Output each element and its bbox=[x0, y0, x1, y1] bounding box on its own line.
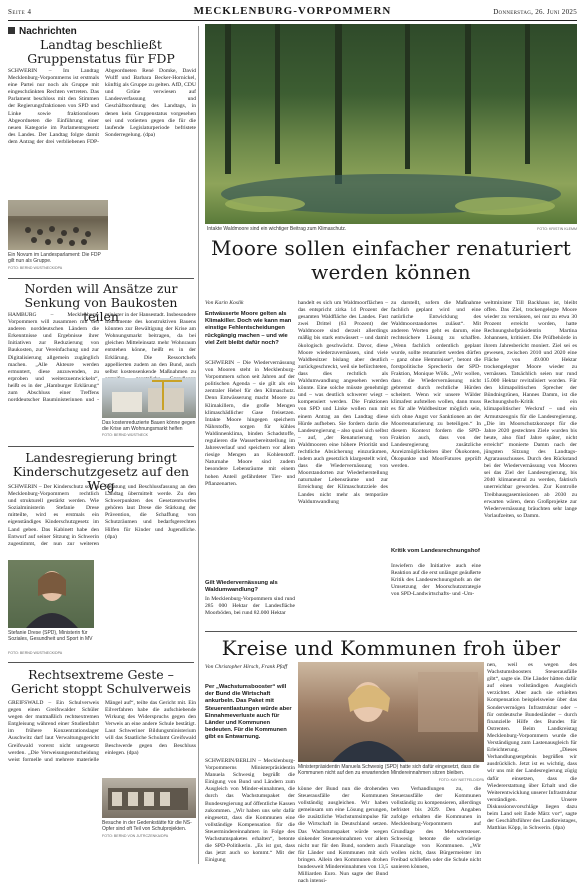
article-headline: Kreise und Kommunen froh über bbox=[221, 636, 561, 660]
photo-credit: FOTO: BERND WÜSTNECK/DPA bbox=[8, 651, 63, 655]
article-body: SCHWERIN – Der Kinderschutz soll in Mecklenburg-Vorpommern rechtlich und strukturell gestärkt werden. Wie Sozialministerin Stefanie Drese mitteilte, wird es erstmals ein eigenständiges Kinderschutzgesetz im Land geben. Das Kabinett habe den Entwurf auf seiner Sitzung in Schwerin zugestimmt, der nun zur weiteren Beratung und Beschlussfassung an den Landtag übermittelt werde. Zu den Schwerpunkten des Gesetzentwurfes gehören laut Drese die Stärkung der Prävention, die Schaffung von Schutzräumen und bedarfsgerechten Hilfen für Kinder und Jugendliche. (dpa) bbox=[8, 484, 196, 547]
page-number: Seite 4 bbox=[8, 8, 32, 16]
article-body-col3: ven Verhandlungen zu, die Steuerausfälle der Kommunen vollständig zu kompensieren, allerdings befristet bis 2029. Den Angaben zufolge erhalten die Kommunen in Mecklenburg-Vorpommern auf Grundlage des Mehrwertsteuer. Schwesig betonte die schwierige Finanzlage von Kommunen. „Wir wollen nicht, dass Bürgermeister im Freibad schließen oder die Schule nicht sanieren können, bbox=[391, 786, 481, 871]
portrait-photo bbox=[8, 560, 94, 628]
article-body-col4: nen, weil es wegen des Wachstumsboosters Steuerausfälle gibt“, sagte sie. Die Länder hätten dafür auf einen vollständigen Ausgleich verzichtet. Aber auch sie erhielten Kompensation beispielsweise über das Sondervermögen Infrastruktur oder – für ostdeutsche Bundesländer – durch finanzielle Hilfe des Bundes für Ostrenten. Beim Landkreistag Mecklenburg-Vorpommern wurde die Verständigung zum Lastenausgleich für Erleichterung. „Dieses Verhandlungsergebnis begrüßen wir ausdrücklich. Jetzt ist es wichtig, dass wir uns mit der Landesregierung zügig dafür einsetzen, dass die Wiedererstattung über Erhalt und die Weiterentwicklung unserer Infrastruktur verständigen. Unsere Diskussionsvorschläge liegen dazu beim Land seit Ende März vor“, sagte der Geschäftsführer des Landkreistages, Matthias Köpp, in Schwerin. (dpa) bbox=[487, 662, 577, 832]
page-header bbox=[8, 4, 577, 21]
article-lead: Per „Wachstumsbooster“ will der Bund die Wirtschaft ankurbeln. Das Paket mit Steuerentlastungen würde aber Einnahmeverluste auch für Länder und Kommunen bedeuten. Für die Kommunen gibt es Entwarnung. bbox=[205, 684, 292, 741]
landtag-photo bbox=[8, 200, 108, 250]
article-body-col4: weltminister Till Backhaus ist, bleibt offen. Das Ziel, trockengelegte Moore wieder zu vernässen, sei nur zu etwa 30 Prozent erreicht worden, hatte Rechnungshofpräsidentin Martina Johannsen, kritisiert. Die Prüfbehörde in ihrem Jahresbericht moniert. Ziel sei es gewesen, zwischen 2010 und 2020 eine Fläche von 49.000 Hektar trockengelegter Moore wieder zu vernässen. Tatsächlich seien nur rund 15.000 Hektar revitalisiert worden. Für den klimapolitischen Sprecher der Bündnisgrünen, Hannes Damm, ist die Rechnungshofs-Kritik ein klimapolitischer Weckruf – und ein Armutszeugnis für die Landesregierung. „Die im Moorschutzkonzept für die Jahre 2020 gesteckten Ziele wurden bis heute, also fünf Jahre später, nicht erreicht“ monierte Damm nach der jüngsten Sitzung des Landtags-Agrarausschusses. Durch den Rückstand bei der Wiedervernässung von Mooren sei das Ziel der Landesregierung, bis 2040 klimaneutral zu werden, faktisch unerreichbar geworden. Zur Kontrolle Treibhausgasemissionen ab 2030 zu erwarten wären, denn Großprojekte zur Wiedervernässung bräuchten sehr lange Vorlaufzeiten, so Damm. bbox=[484, 300, 577, 519]
article-body: HAMBURG – Mecklenburg-Vorpommern will zusammen mit den anderen norddeutschen Ländern die Erkenntnisse und Ergebnisse ihrer Initiativen zur Reduzierung von Baukosten, zur Vereinfachung und zur Digitalisierung allgemein zugänglich machen. „Alle Akteure werden ermuntert, diese anzuwenden, zu erproben und weiterzuentwickeln“, heißt es in der „Hamburger Erklärung“ zum Abschluss einer Treffens norddeutscher Bauministerinnen und -minister in der Hansestadt. Insbesondere Instrumente des konstruktiven Bauens könnten zur Bewältigung der Krise am Wohnungsmarkt beitragen, da bei gleichen Mitteleinsatz mehr Wohnraum entstehen könne, heißt es in der Erklärung. Die Ressortchefs appellierten zudem an den Bund, auch selbst kostensenkende Maßnahmen zu bbox=[8, 312, 196, 404]
photo-credit: FOTO: KAY NIETFELD/DPA bbox=[438, 778, 484, 782]
forest-moor-photo bbox=[205, 24, 577, 224]
article-body-col2: handelt es sich um Waldmoorflächen – das entspricht zirka 14 Prozent der gesamten Waldfläche des Landes. Fast zwei Drittel (63 Prozent) der Waldmoore sind derzeit allerdings mäßig bis stark entwässert – und damit ökologisch geschwächt. Davor, diese Moore wiederzuvernässen, sind viele Waldbesitzer bislang aber deutlich zurückgeschreckt, weil sie befürchteten, dass dies rechtlich als Waldumwandlung angesehen werden könnte. Eine solche müsste genehmigt und – was deutlich schwerer wiegt – kompensiert werden. Die Fraktionen von SPD und Linke wollen nun mit einem Antrag an den Landtag diese Hürde aufheben. Sie fordern darin die Landesregierung – also quasi sich selbst – auf, „der Renaturierung von Waldmooren eine höhere Priorität und rechtliche Absicherung einzuräumen, indem auch gesetzlich klargestellt wird, dass die Wiedervernässung von Moorstandorten zur Wiederherstellung naturnaher Lebensräume und zur Erreichung der Klimaschutzziele des Landes nicht mehr als temporäre Waldumwandlung bbox=[298, 300, 388, 505]
article-lead: Entwässerte Moore gelten als Klimakiller. Doch wie kann man einstige Fehlentscheidungen rückgängig machen – und wie viel Zeit bleibt dafür noch? bbox=[205, 311, 292, 346]
article-body-col2: könne der Bund nun die drohenden Steuerausfälle der Kommunen vollständig ausgleichen. Wir haben gemeinsam um eine Lösung gerungen, die zusätzliche Wachstumsimpulse für die Wirtschaft in Deutschland setzen. Das Wachstumspaket würde wegen sinkender Steuereinnahmen vor allem nicht nur für den Bund, sondern auch für Länder und Kommunen mit sich bringen. Allein den Kommunen drohen bundesweit Mindereinnahmen von 13,5 Milliarden Euro. Nun sagte der Bund nach intensi- bbox=[298, 786, 388, 885]
article-headline: Landesregierung bringt Kinderschutzgesetz auf den Weg bbox=[12, 450, 190, 493]
article-author: Von Christopher Hirsch, Frank Pfaff bbox=[205, 664, 288, 670]
article-subheading: Gilt Wiedervernässung als Waldumwandlung? bbox=[205, 580, 278, 594]
article-author: Von Karin Koslik bbox=[205, 300, 244, 306]
photo-caption: Besuche in der Gedenkstätte für die NS-Opfer sind oft Teil von Schulprojekten. bbox=[102, 820, 192, 832]
article-body-col1: SCHWERIN – Die Wiedervernässung von Mooren steht in Mecklenburg-Vorpommern schon seit Jahren auf der politischen Agenda – sie gilt als ein zentraler Hebel für den Klimaschutz. Denn Entwässerung macht Moore zu Klimakillern, die große Mengen klimaschädlicher Gase freisetzen. Intakte Moore hingegen speichern Nährstoffe, sorgen für kühles Waldinnenklima, binden Schadstoffe, regulieren die Wasserbereitstellung im Jahresverlauf und speichern vor allem riesige Mengen an Kohlenstoff. Naturnahe Moore sind zudem besondere Lebensräume mit einem hohen Anteil gefährdeter Tier- und Pflanzenarten. bbox=[205, 360, 295, 487]
divider bbox=[8, 662, 194, 663]
square-bullet-icon bbox=[8, 27, 15, 34]
divider bbox=[205, 631, 577, 632]
article-headline: Moore sollen einfacher renaturiert werden können bbox=[210, 236, 572, 284]
column-divider bbox=[198, 26, 199, 864]
article-subheading: Kritik vom Landesrechnungshof bbox=[391, 548, 480, 554]
article-headline: Landtag beschließt Gruppenstatus für FDP bbox=[27, 37, 175, 66]
photo-caption: Ein Novum im Landesparlament: Die FDP gilt nun als Gruppe. bbox=[8, 252, 101, 264]
photo-credit: FOTO: BERND VON JUTRCZENKA/DPA bbox=[102, 834, 169, 838]
photo-caption: Intakte Waldmoore sind ein wichtiger Beitrag zum Klimaschutz. bbox=[207, 226, 347, 232]
article-body-col1b: In Mecklenburg-Vorpommern sind rund 285 000 Hektar der Landesfläche Moorböden, bei rund 82.000 Hektar bbox=[205, 596, 295, 617]
photo-credit: FOTO: BERND WÜSTNECK bbox=[102, 433, 149, 437]
article-body-col1: SCHWERIN/BERLIN – Mecklenburg-Vorpommerns Ministerpräsidentin Manuela Schwesig begrüßt die Einigung von Bund und Ländern zum Ausgleich von Minder-einnahmen, die durch das Wachstumspaket der Bundesregierung auf öffentliche Kassen zukommen. „Wir haben uns sehr dafür eingesetzt, dass die Kommunen eine vollständige Kompensation für die Steuermindereinnahmen in Folge des Wachstumspaketes erhalten“, betonte die SPD-Politikerin. „Es ist gut, dass das jetzt auch so kommt.“ Mit der Einigung bbox=[205, 758, 295, 864]
issue-date: Donnerstag, 26. Juni 2025 bbox=[493, 8, 577, 16]
divider bbox=[8, 446, 194, 447]
schwesig-photo bbox=[298, 662, 484, 762]
article-body: SCHWERIN – Im Landtag Mecklenburg-Vorpommerns ist erstmals eine Partei nur noch als Gruppe mit eingeschränkten Rechten vertreten. Das Parlament beschloss mit den Stimmen der Regierungsfraktionen von SPD und Linke sowie fraktionslosen Abgeordneten die Einführung einer neuen Kategorie im Parlamentsgesetz des Landes. Der Landtag folgte damit dem Antrag der drei verbliebenen FDP-Abgeordneten René Domke, David Wulff und Barbara Becker-Hornickel, künftig als Gruppe zu gelten. AfD, CDU und Grüne verwiesen auf Landesverfassung und Geschäftsordnung des Landtags, in denen kein Gruppenstatus vorgesehen sei und votierten gegen die für die laufende Legislaturperiode befristete Sonderregelung. (dpa) bbox=[8, 68, 196, 145]
article-body: GREIFSWALD – Ein Schulverweis gegen einen Greifswalder Schüler wegen der mutmaßlich rechtsextremen Entgleisung während einer Studienfahrt im frühere Konzentrationslager Auschwitz darf laut Verwaltungsgericht Greifswald vorerst nicht umgesetzt werden. „Die Verweisungsentscheidung weist formelle und mehrere materielle Mängel auf“, teilte das Gericht mit. Ein Eilverfahren habe die aufschiebende Wirkung des Widerspruchs gegen den Verweis an eine andere Schule bestätigt. Laut Schweriner Bildungsministerium will das Staatliche Schulamt Greifswald Beschwerde gegen den Beschluss einlegen. (dpa) bbox=[8, 700, 196, 763]
divider bbox=[8, 278, 194, 279]
newspaper-section-title: MECKLENBURG-VORPOMMERN bbox=[193, 5, 392, 17]
article-body-col3b: Inwiefern die Initiative auch eine Reaktion auf die erst unlängst geäußerte Kritik des Landesrechnungshofs an der Umsetzung der Moorschutzstrategie von SPD-Landwirtschafts- und -Um- bbox=[391, 563, 481, 598]
photo-caption: Das kostenreduzierte Bauen könne gegen die Krise am Wohnungsmarkt helfen bbox=[102, 420, 196, 432]
photo-caption: Ministerpräsidentin Manuela Schwesig (SPD) hatte sich dafür eingesetzt, dass die Kommunen nicht auf den zu erwartenden Mindereinnahmen sitzen bleiben. bbox=[298, 764, 480, 776]
article-headline: Rechtsextreme Geste – Gericht stoppt Schulverweis bbox=[11, 667, 191, 696]
photo-credit: FOTO: BERND WÜSTNECK/DPA bbox=[8, 266, 63, 270]
article-headline: Norden will Ansätze zur Senkung von Baukosten teilen bbox=[24, 281, 178, 324]
photo-caption: Stefanie Drese (SPD), Ministerin für Soziales, Gesundheit und Sport in MV bbox=[8, 630, 93, 642]
construction-photo bbox=[102, 378, 196, 418]
article-body-col3: zu darstellt, sofern die Maßnahme fachlich geplant wird und eine natürliche Entwicklung des Waldmoorstandortes zulässt“. Mit anderen Worten geht es darum, eine rechtssichere Lösung zu schaffen. „Wenn fachlich ordentlich geplant wurde, sollte renaturiert werden dürfen – ganz ohne Hemmnisse“, betont die forstpolitische Sprecherin der SPD-Fraktion, Monique Wölk. „Wir wollen, dass die Wiedervernässung nicht gebremst durch rechtliche Hürden scheitert. Wenn wir unsere Wälder klimafest aufstellen wollen, dann muss es für alle Waldbesitzer möglich sein, sich ohne Angst vor Sanktionen an der Moorrenaturierung zu beteiligen.“ In diesem Kontext fordern die SPD-Fraktion auch, dass von der Landesregierung zusätzliche Anreizmöglichkeiten über Ökokonten, Ökopunkte und MoorFutures geprüft werden. bbox=[391, 300, 481, 470]
photo-credit: FOTO: KRISTIN KLEMM bbox=[537, 227, 577, 231]
memorial-photo bbox=[102, 778, 196, 818]
section-label: Nachrichten bbox=[8, 26, 77, 37]
